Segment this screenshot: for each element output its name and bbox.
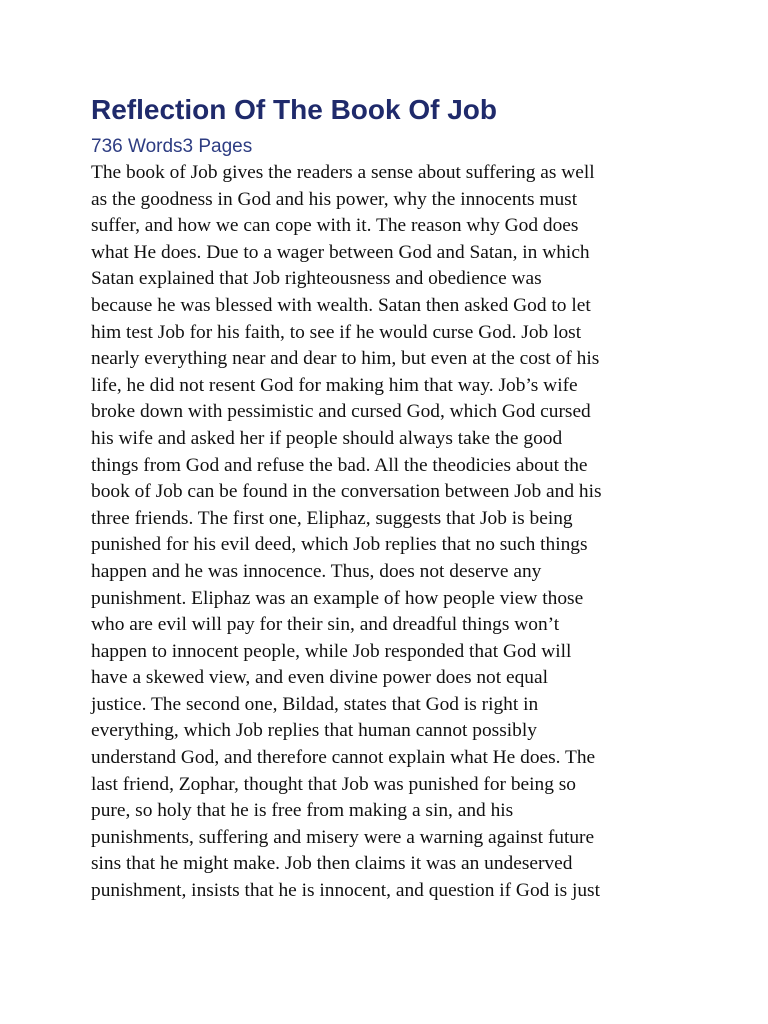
body-line: book of Job can be found in the conversation between Job and his	[91, 481, 602, 503]
body-line: life, he did not resent God for making him that way. Job’s wife	[91, 374, 578, 396]
body-line: broke down with pessimistic and cursed God, which God cursed	[91, 401, 591, 423]
body-line: who are evil will pay for their sin, and dreadful things won’t	[91, 614, 560, 636]
document-body	[91, 160, 666, 905]
body-line: because he was blessed with wealth. Satan then asked God to let	[91, 294, 591, 316]
body-line: him test Job for his faith, to see if he would curse God. Job lost	[91, 321, 582, 343]
body-line: justice. The second one, Bildad, states that God is right in	[91, 693, 539, 715]
body-line: suffer, and how we can cope with it. The reason why God does	[91, 215, 579, 237]
body-line: what He does. Due to a wager between God and Satan, in which	[91, 241, 590, 263]
body-line: as the goodness in God and his power, why the innocents must	[91, 188, 578, 210]
body-line: things from God and refuse the bad. All the theodicies about the	[91, 454, 588, 476]
body-line: sins that he might make. Job then claims it was an undeserved	[91, 853, 573, 875]
body-line: understand God, and therefore cannot explain what He does. The	[91, 747, 596, 769]
document-page	[91, 92, 666, 905]
body-line: pure, so holy that he is free from making a sin, and his	[91, 800, 514, 822]
body-line: last friend, Zophar, thought that Job was punished for being so	[91, 773, 576, 795]
body-line: punished for his evil deed, which Job replies that no such things	[91, 534, 588, 556]
body-line: nearly everything near and dear to him, but even at the cost of his	[91, 348, 600, 370]
body-line: punishments, suffering and misery were a warning against future	[91, 826, 595, 848]
body-line: his wife and asked her if people should always take the good	[91, 427, 563, 449]
document-meta: 736 Words3 Pages	[91, 136, 253, 157]
body-line: Satan explained that Job righteousness and obedience was	[91, 268, 542, 290]
body-line: happen and he was innocence. Thus, does not deserve any	[91, 560, 542, 582]
body-line: punishment, insists that he is innocent, and question if God is just	[91, 880, 600, 902]
body-line: everything, which Job replies that human cannot possibly	[91, 720, 537, 742]
body-line: have a skewed view, and even divine power does not equal	[91, 667, 548, 689]
document-title: Reflection Of The Book Of Job	[91, 94, 498, 125]
body-line: three friends. The first one, Eliphaz, suggests that Job is being	[91, 507, 573, 529]
body-line: The book of Job gives the readers a sense about suffering as well	[91, 162, 595, 183]
body-line: happen to innocent people, while Job responded that God will	[91, 640, 572, 662]
body-line: punishment. Eliphaz was an example of how people view those	[91, 587, 584, 609]
